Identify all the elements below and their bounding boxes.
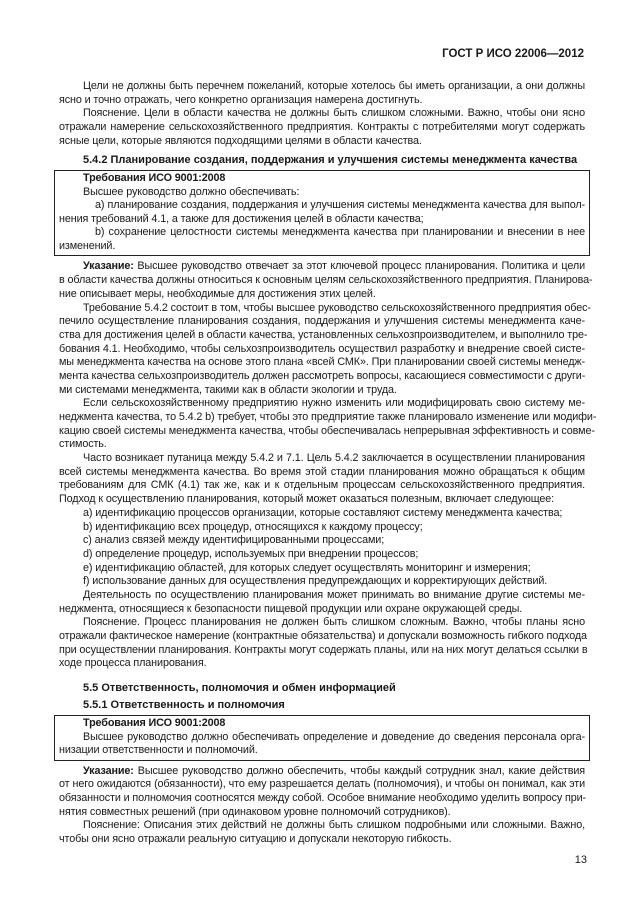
line-text: печило осуществление планирования создания, поддержания и улучшения системы менеджмента каче- [59, 315, 585, 328]
text-line [59, 199, 585, 213]
text-line [59, 630, 585, 644]
paragraph [59, 589, 585, 616]
list-item: с) анализ связей между идентифицированными процессами; [83, 534, 385, 547]
line-text: ходе процесса планирования. [59, 657, 207, 670]
requirements-box [54, 715, 590, 761]
line-text: Деятельность по осуществлению планирования может принимать во внимание другие системы ме- [83, 588, 585, 601]
line-text: Высшее руководство должно обеспечить, чтобы каждый сотрудник знал, какие действия [133, 764, 585, 777]
document-header: ГОСТ Р ИСО 22006—2012 [442, 48, 584, 60]
text-line [59, 260, 585, 274]
text-line [59, 288, 585, 302]
section-heading: 5.4.2 Планирование создания, поддержания и улучшения системы менеджмента качества [83, 154, 578, 167]
line-text: обязанности и полномочия соотносятся между собой. Особое внимание необходимо уделить вопросу при- [59, 791, 587, 804]
lead-label: Указание: [83, 764, 134, 777]
text-line [59, 778, 585, 792]
list-item: f) использование данных для осуществления предупреждающих и корректирующих действий. [83, 575, 548, 588]
line-text: от него ожидаются (обязанности), что ему разрешается делать (полномочия), и чтобы он понимал, как эти [59, 778, 585, 791]
text-line [59, 301, 591, 316]
line-text: неджмента, относящиеся к безопасности пищевой продукции или охране окружающей среды. [59, 602, 523, 615]
line-text: Высшее руководство должно обеспечивать: [83, 185, 300, 198]
requirements-title: Требования ИСО 9001:2008 [83, 717, 226, 730]
document-body [59, 80, 597, 867]
list-item: а) идентификацию процессов организации, которые составляют систему менеджмента качества; [83, 506, 563, 519]
text-line [59, 186, 585, 200]
text-line [59, 616, 585, 630]
text-line [59, 274, 593, 288]
text-line [59, 493, 585, 507]
enumerated-list [59, 507, 585, 589]
paragraph [59, 80, 585, 107]
paragraph [59, 452, 585, 507]
text-line [59, 135, 585, 149]
text-line [59, 121, 585, 135]
text-line [59, 438, 585, 452]
text-line [59, 833, 585, 847]
line-text: Цели не должны быть перечнем пожеланий, которые хотелось бы иметь организации, а они должны [83, 80, 585, 92]
line-text: отражали фактическое намерение (контрактные обязательства) и допускали возможность гибкого подхода [59, 630, 587, 642]
line-text: Подход к осуществлению планирования, который может оказаться полезным, включает следующее: [59, 493, 555, 506]
paragraph [59, 107, 585, 148]
text-line [59, 94, 585, 108]
line-text: нения требований 4.1, а также для достижения целей в области качества; [59, 212, 424, 225]
lead-label: Указание: [83, 260, 134, 273]
line-text: в области качества должны относиться к основным целям сельскохозяйственного предприятия. Планирова- [59, 274, 593, 287]
text-line [59, 744, 585, 758]
line-text: ства для достижения целей в области качества, установленных сельхозпроизводителем, и выполнило тре- [59, 328, 588, 341]
requirements-paragraph [59, 731, 585, 758]
line-text: Требование 5.4.2 состоит в том, чтобы высшее руководство сельскохозяйственного предприятия обес- [83, 301, 591, 314]
line-text: стимость. [59, 438, 107, 451]
line-text: Пояснение. Цели в области качества не должны быть слишком сложными. Важно, чтобы они ясно [83, 107, 585, 120]
line-text: при осуществлении планирования. Контракты могут содержать планы, или на них могут делаться ссылки в [59, 643, 588, 656]
line-text: Если сельскохозяйственному предприятию нужно изменить или модифицировать свою систему ме- [83, 397, 585, 410]
line-text: а) планирование создания, поддержания и улучшения системы менеджмента качества для выпол- [95, 199, 585, 212]
line-text: изменений. [59, 239, 116, 252]
text-line [59, 397, 585, 411]
line-text: низации ответственности и полномочий. [59, 744, 258, 757]
paragraph [59, 819, 585, 846]
line-text: чтобы они ясно отражали реальную ситуацию и допускали некоторую гибкость. [59, 833, 452, 845]
body-blocks [59, 80, 597, 847]
line-text: отражали намерение сельскохозяйственного предприятия. Контракты с потребителями могут содержать [59, 121, 585, 134]
text-line [59, 657, 585, 671]
text-line [59, 603, 585, 617]
text-line [59, 213, 585, 227]
line-text: кацию своей системы менеджмента качества, чтобы обеспечивалась непрерывная эффективность и совме- [59, 424, 595, 437]
text-line [59, 643, 588, 658]
line-text: всей системы менеджмента качества. Во время этой стадии планирования можно обращаться к общим [59, 465, 585, 478]
line-text: Пояснение: Описания этих действий не должны быть слишком подробными или сложными. Важно, [83, 819, 585, 832]
text-line [59, 107, 585, 121]
requirements-title: Требования ИСО 9001:2008 [83, 172, 226, 185]
requirements-box [54, 170, 590, 256]
line-text: ясные цели, которые являются подходящими целями в области качества. [59, 134, 422, 147]
line-text: требованиям для СМК (4.1) так же, как и к отдельным процессам сельскохозяйственного предприятия. [59, 479, 585, 492]
line-text: нятия совместных решений (при одинаковом уровне полномочий сотрудников). [59, 805, 451, 818]
text-line [59, 589, 585, 603]
section-heading: 5.5.1 Ответственность и полномочия [83, 699, 285, 712]
line-text: b) сохранение целостности системы менеджмента качества при планировании и внесении в нее [95, 226, 585, 239]
list-item: b) идентификацию всех процедур, относящихся к каждому процессу; [83, 520, 423, 533]
paragraph [59, 397, 597, 452]
text-line [59, 328, 588, 343]
text-line [59, 370, 585, 384]
text-line [59, 411, 597, 425]
text-line [59, 240, 585, 254]
line-text: мы менеджмента качества на основе этого плана «всей СМК». При планировании своей системы менедж- [59, 356, 585, 369]
text-line [59, 765, 585, 779]
text-line [59, 356, 585, 370]
text-line [59, 315, 585, 329]
line-text: ние описывает меры, необходимые для достижения этих целей. [59, 287, 376, 300]
line-text: ясно и точно отражать, чего конкретно организация намерена достигнуть. [59, 93, 423, 106]
requirements-paragraph [59, 199, 585, 226]
line-text: ми системами менеджмента, такими как в области экологии и труда. [59, 383, 397, 396]
list-item: d) определение процедур, используемых при внедрении процессов; [83, 547, 419, 560]
text-line [59, 424, 595, 439]
line-text: неджмента качества, то 5.4.2 b) требует, чтобы это предприятие также планировало изменение или модифи- [59, 411, 597, 423]
text-line [59, 479, 585, 493]
line-text: Часто возникает путаница между 5.4.2 и 7.1. Цель 5.4.2 заключается в осуществлении планирования [83, 452, 585, 465]
paragraph [59, 616, 588, 671]
text-line [59, 806, 585, 820]
requirements-paragraph [59, 186, 585, 200]
line-text: бования 4.1. Необходимо, чтобы сельхозпроизводитель осуществил разработку и внедрение своей систе- [59, 342, 585, 355]
text-line [59, 384, 585, 398]
text-line [59, 819, 585, 833]
list-item: е) идентификацию областей, для которых следует осуществлять мониторинг и измерения; [83, 561, 531, 574]
paragraph [59, 765, 585, 820]
line-text: мента качества сельхозпроизводитель должен рассмотреть вопросы, касающиеся совместимости с други- [59, 369, 586, 382]
line-text: Пояснение. Процесс планирования не должен быть слишком сложным. Важно, чтобы планы ясно [83, 616, 585, 629]
paragraph [59, 301, 591, 398]
text-line [59, 226, 585, 240]
section-heading: 5.5 Ответственность, полномочия и обмен информацией [83, 682, 396, 695]
text-line [59, 452, 585, 466]
text-line [59, 792, 585, 806]
text-line [59, 466, 585, 480]
page-number: 13 [574, 853, 587, 866]
text-line [59, 343, 585, 357]
paragraph [59, 260, 593, 301]
line-text: Высшее руководство отвечает за этот ключевой процесс планирования. Политика и цели [133, 260, 585, 273]
text-line [59, 731, 585, 745]
text-line [59, 80, 585, 94]
line-text: Высшее руководство должно обеспечивать определение и доведение до сведения персонала орга- [83, 730, 585, 743]
requirements-paragraph [59, 226, 585, 253]
